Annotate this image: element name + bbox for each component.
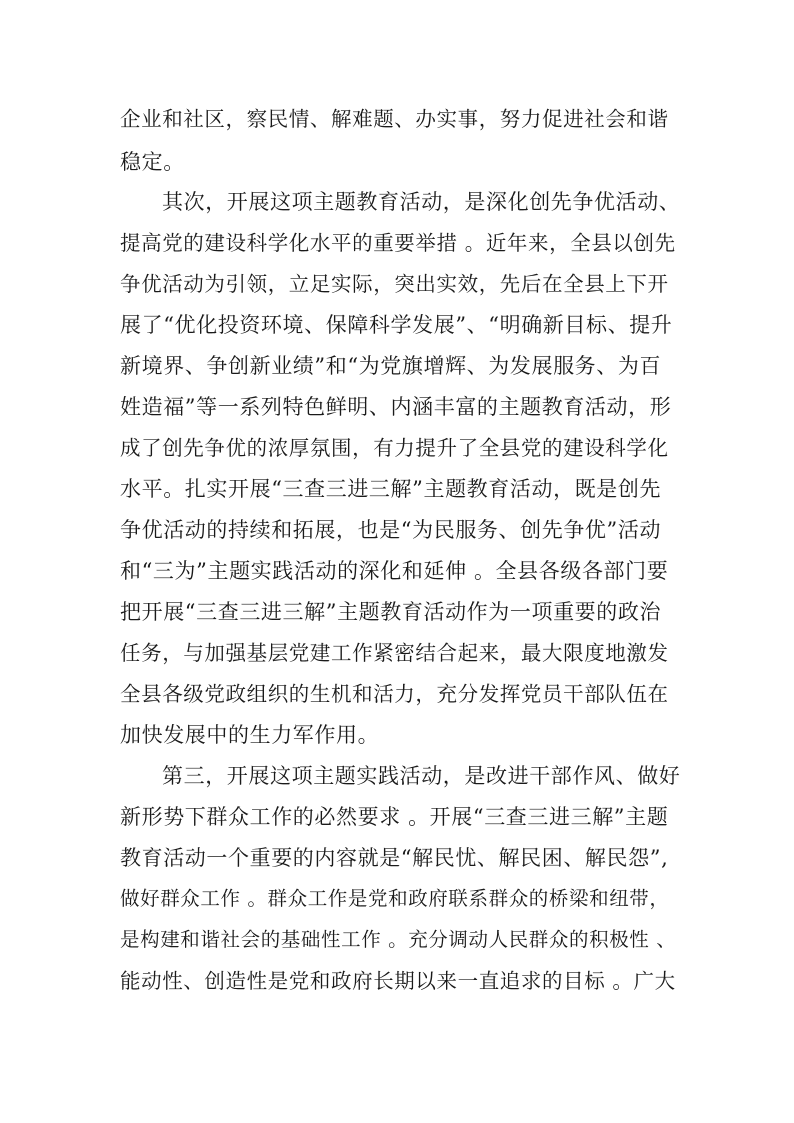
text-line: 全县各级党政组织的生机和活力，充分发挥党员干部队伍在	[120, 682, 669, 706]
text-line: 把开展“三查三进三解”主题教育活动作为一项重要的政治	[120, 600, 662, 624]
paragraph-start-line: 第三，开展这项主题实践活动，是改进干部作风、做好	[162, 764, 681, 788]
text-line: 教育活动一个重要的内容就是“解民忧、解民困、解民怨”,	[120, 846, 669, 870]
text-line: 稳定。	[120, 150, 185, 174]
text-line: 水平。扎实开展“三查三进三解”主题教育活动，既是创先	[120, 477, 662, 501]
text-line: 姓造福”等一系列特色鲜明、内涵丰富的主题教育活动，形	[120, 395, 672, 419]
text-line: 成了创先争优的浓厚氛围，有力提升了全县党的建设科学化	[120, 436, 669, 460]
text-line: 和“三为”主题实践活动的深化和延伸 。全县各级各部门要	[120, 559, 669, 583]
text-line: 企业和社区，察民情、解难题、办实事，努力促进社会和谐	[120, 107, 669, 131]
text-line: 新形势下群众工作的必然要求 。开展“三查三进三解”主题	[120, 805, 669, 829]
text-line: 提高党的建设科学化水平的重要举措 。近年来，全县以创先	[120, 231, 676, 255]
text-line: 加快发展中的生力军作用。	[120, 723, 380, 747]
text-line: 任务，与加强基层党建工作紧密结合起来，最大限度地激发	[120, 641, 669, 665]
text-line: 争优活动的持续和拓展，也是“为民服务、创先争优”活动	[120, 518, 662, 542]
text-line: 能动性、创造性是党和政府长期以来一直追求的目标 。广大	[120, 969, 676, 993]
text-line: 争优活动为引领，立足实际，突出实效，先后在全县上下开	[120, 272, 669, 296]
paragraph-start-line: 其次，开展这项主题教育活动，是深化创先争优活动、	[162, 190, 681, 214]
text-line: 是构建和谐社会的基础性工作 。充分调动人民群众的积极性 、	[120, 928, 677, 951]
text-line: 做好群众工作 。群众工作是党和政府联系群众的桥梁和纽带，	[120, 887, 670, 910]
text-line: 展了“优化投资环境、保障科学发展”、“明确新目标、提升	[120, 313, 673, 337]
text-line: 新境界、争创新业绩”和“为党旗增辉、为发展服务、为百	[120, 354, 662, 378]
